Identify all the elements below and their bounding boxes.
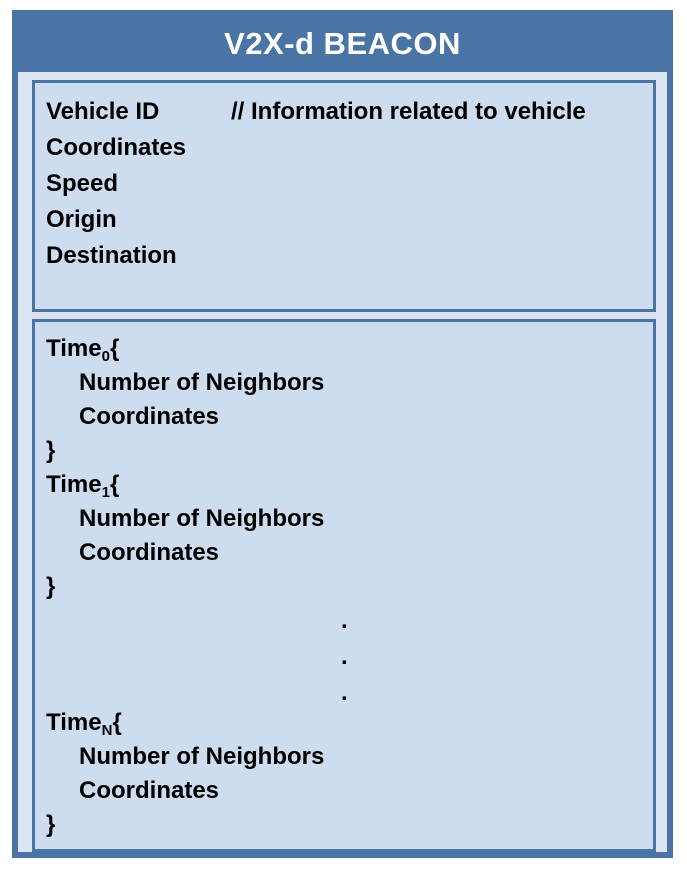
time-block-0-close: } xyxy=(46,437,56,464)
open-brace: { xyxy=(109,471,120,498)
time-block-1-coordinates: Coordinates xyxy=(79,539,220,566)
time-subscript: 0 xyxy=(101,348,110,365)
vehicle-field-id: Vehicle ID xyxy=(46,98,160,125)
vehicle-field-coordinates: Coordinates xyxy=(46,134,187,161)
time-label: Time xyxy=(46,709,102,736)
time-block-0-header xyxy=(46,334,119,364)
ellipsis-dot-1: . xyxy=(341,607,348,634)
ellipsis-dot-2: . xyxy=(341,643,348,670)
time-block-n-header xyxy=(46,708,122,738)
time-block-1-close: } xyxy=(46,573,56,600)
time-block-n-close: } xyxy=(46,811,56,838)
time-block-n-coordinates: Coordinates xyxy=(79,777,220,804)
vehicle-info-panel xyxy=(32,80,656,312)
open-brace: { xyxy=(112,709,122,736)
vehicle-field-destination: Destination xyxy=(46,242,177,269)
time-panel xyxy=(32,319,656,852)
time-label: Time xyxy=(46,335,102,362)
time-subscript: N xyxy=(101,722,113,739)
time-block-1-neighbors: Number of Neighbors xyxy=(79,505,325,532)
vehicle-field-origin: Origin xyxy=(46,206,117,233)
beacon-title: V2X-d BEACON xyxy=(18,16,667,72)
vehicle-field-speed: Speed xyxy=(46,170,119,197)
time-block-0-coordinates: Coordinates xyxy=(79,403,220,430)
time-block-1-header xyxy=(46,470,119,500)
time-block-n-neighbors: Number of Neighbors xyxy=(79,743,325,770)
time-label: Time xyxy=(46,471,102,498)
time-subscript: 1 xyxy=(101,484,110,501)
vehicle-comment: // Information related to vehicle xyxy=(231,98,586,125)
beacon-frame xyxy=(12,10,673,858)
ellipsis-dot-3: . xyxy=(341,679,348,706)
open-brace: { xyxy=(109,335,120,362)
time-block-0-neighbors: Number of Neighbors xyxy=(79,369,325,396)
